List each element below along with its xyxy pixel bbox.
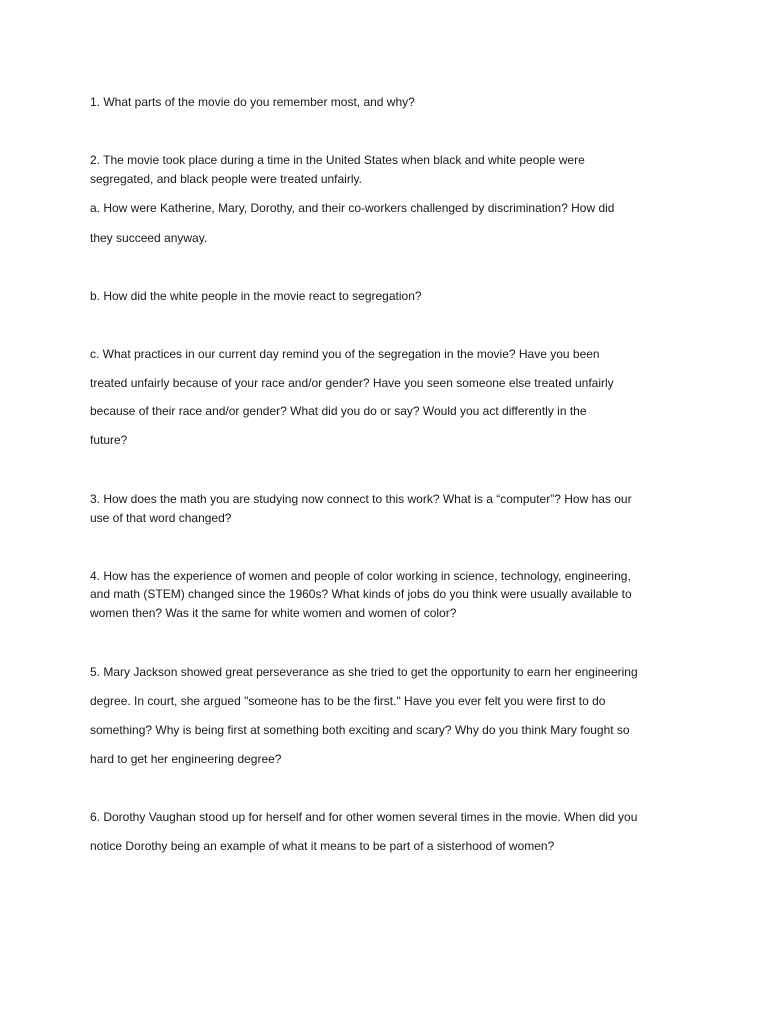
- question-6-line-1: 6. Dorothy Vaughan stood up for herself and for other women several times in the movie. When did you: [90, 810, 638, 824]
- question-2c-line-4: future?: [90, 433, 128, 447]
- question-1-line-1: 1. What parts of the movie do you remember most, and why?: [90, 95, 415, 109]
- question-2a-line-2: they succeed anyway.: [90, 231, 208, 245]
- question-5-line-4: hard to get her engineering degree?: [90, 752, 282, 766]
- question-2b-line-1: b. How did the white people in the movie react to segregation?: [90, 289, 422, 303]
- question-5-line-1: 5. Mary Jackson showed great perseverance as she tried to get the opportunity to earn her engineering: [90, 665, 638, 679]
- question-4-line-2: and math (STEM) changed since the 1960s? What kinds of jobs do you think were usually available to: [90, 587, 632, 601]
- question-2-line-2: segregated, and black people were treated unfairly.: [90, 172, 362, 186]
- question-2c-line-2: treated unfairly because of your race and/or gender? Have you seen someone else treated unfairly: [90, 376, 614, 390]
- question-2c-line-1: c. What practices in our current day remind you of the segregation in the movie? Have you been: [90, 347, 600, 361]
- question-4-line-3: women then? Was it the same for white women and women of color?: [90, 606, 457, 620]
- question-3-line-2: use of that word changed?: [90, 511, 232, 525]
- question-4-line-1: 4. How has the experience of women and people of color working in science, technology, engineering,: [90, 569, 631, 583]
- question-6-line-2: notice Dorothy being an example of what it means to be part of a sisterhood of women?: [90, 839, 555, 853]
- question-2c-line-3: because of their race and/or gender? What did you do or say? Would you act differently in the: [90, 404, 587, 418]
- question-3-line-1: 3. How does the math you are studying now connect to this work? What is a “computer”? How has our: [90, 492, 632, 506]
- question-5-line-3: something? Why is being first at something both exciting and scary? Why do you think Mary fought so: [90, 723, 630, 737]
- question-5-line-2: degree. In court, she argued "someone has to be the first." Have you ever felt you were first to do: [90, 694, 606, 708]
- question-2-line-1: 2. The movie took place during a time in the United States when black and white people were: [90, 153, 585, 167]
- question-2a-line-1: a. How were Katherine, Mary, Dorothy, and their co-workers challenged by discrimination? How did: [90, 201, 615, 215]
